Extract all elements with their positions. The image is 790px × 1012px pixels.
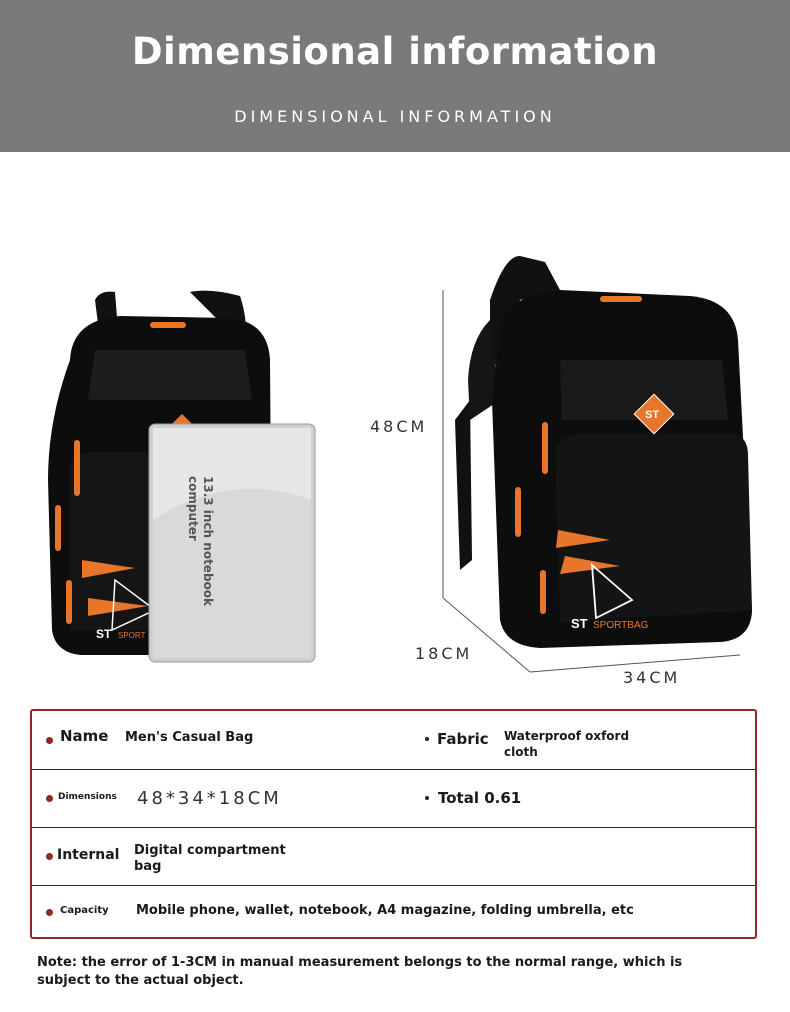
product-figure <box>0 152 790 702</box>
spec-table <box>30 709 757 939</box>
measurement-note: Note: the error of 1-3CM in manual measurement belongs to the normal range, which is subject to the actual object. <box>37 955 683 988</box>
svg-text:SPORTBAG: SPORTBAG <box>593 620 649 631</box>
spec-label-fabric: Fabric <box>437 730 489 748</box>
bullet-icon <box>425 737 429 741</box>
bullet-icon <box>46 795 53 802</box>
bullet-icon <box>46 909 53 916</box>
right-backpack-icon <box>455 256 752 648</box>
table-row <box>32 827 755 886</box>
page-subtitle: DIMENSIONAL INFORMATION <box>234 107 556 126</box>
svg-text:ST: ST <box>645 409 660 421</box>
table-row <box>32 885 755 937</box>
depth-dimension-label: 18CM <box>415 644 473 663</box>
table-row <box>32 711 755 770</box>
page-title: Dimensional information <box>131 30 659 73</box>
spec-value-name: Men's Casual Bag <box>125 730 254 745</box>
svg-text:SPORT: SPORT <box>118 631 146 640</box>
spec-value-fabric: Waterproof oxford cloth <box>504 729 630 759</box>
height-dimension-label: 48CM <box>370 417 428 436</box>
spec-value-capacity: Mobile phone, wallet, notebook, A4 magazine, folding umbrella, etc <box>136 903 634 918</box>
laptop-caption: 13.3 inch notebook computer <box>186 476 215 606</box>
spec-total: Total 0.61 <box>438 789 522 807</box>
table-row <box>32 769 755 828</box>
bullet-icon <box>46 853 53 860</box>
width-dimension-label: 34CM <box>623 668 681 687</box>
spec-label-dimensions: Dimensions <box>58 792 117 802</box>
bullet-icon <box>425 796 429 800</box>
spec-value-internal: Digital compartment bag <box>134 843 286 874</box>
svg-text:ST: ST <box>96 627 112 641</box>
spec-value-dimensions: 48*34*18CM <box>137 788 282 809</box>
spec-label-capacity: Capacity <box>60 905 109 916</box>
header-banner <box>0 0 790 152</box>
laptop-icon <box>149 424 315 662</box>
spec-label-internal: Internal <box>57 847 120 863</box>
svg-text:ST: ST <box>571 616 588 631</box>
spec-label-name: Name <box>60 727 109 745</box>
bullet-icon <box>46 737 53 744</box>
